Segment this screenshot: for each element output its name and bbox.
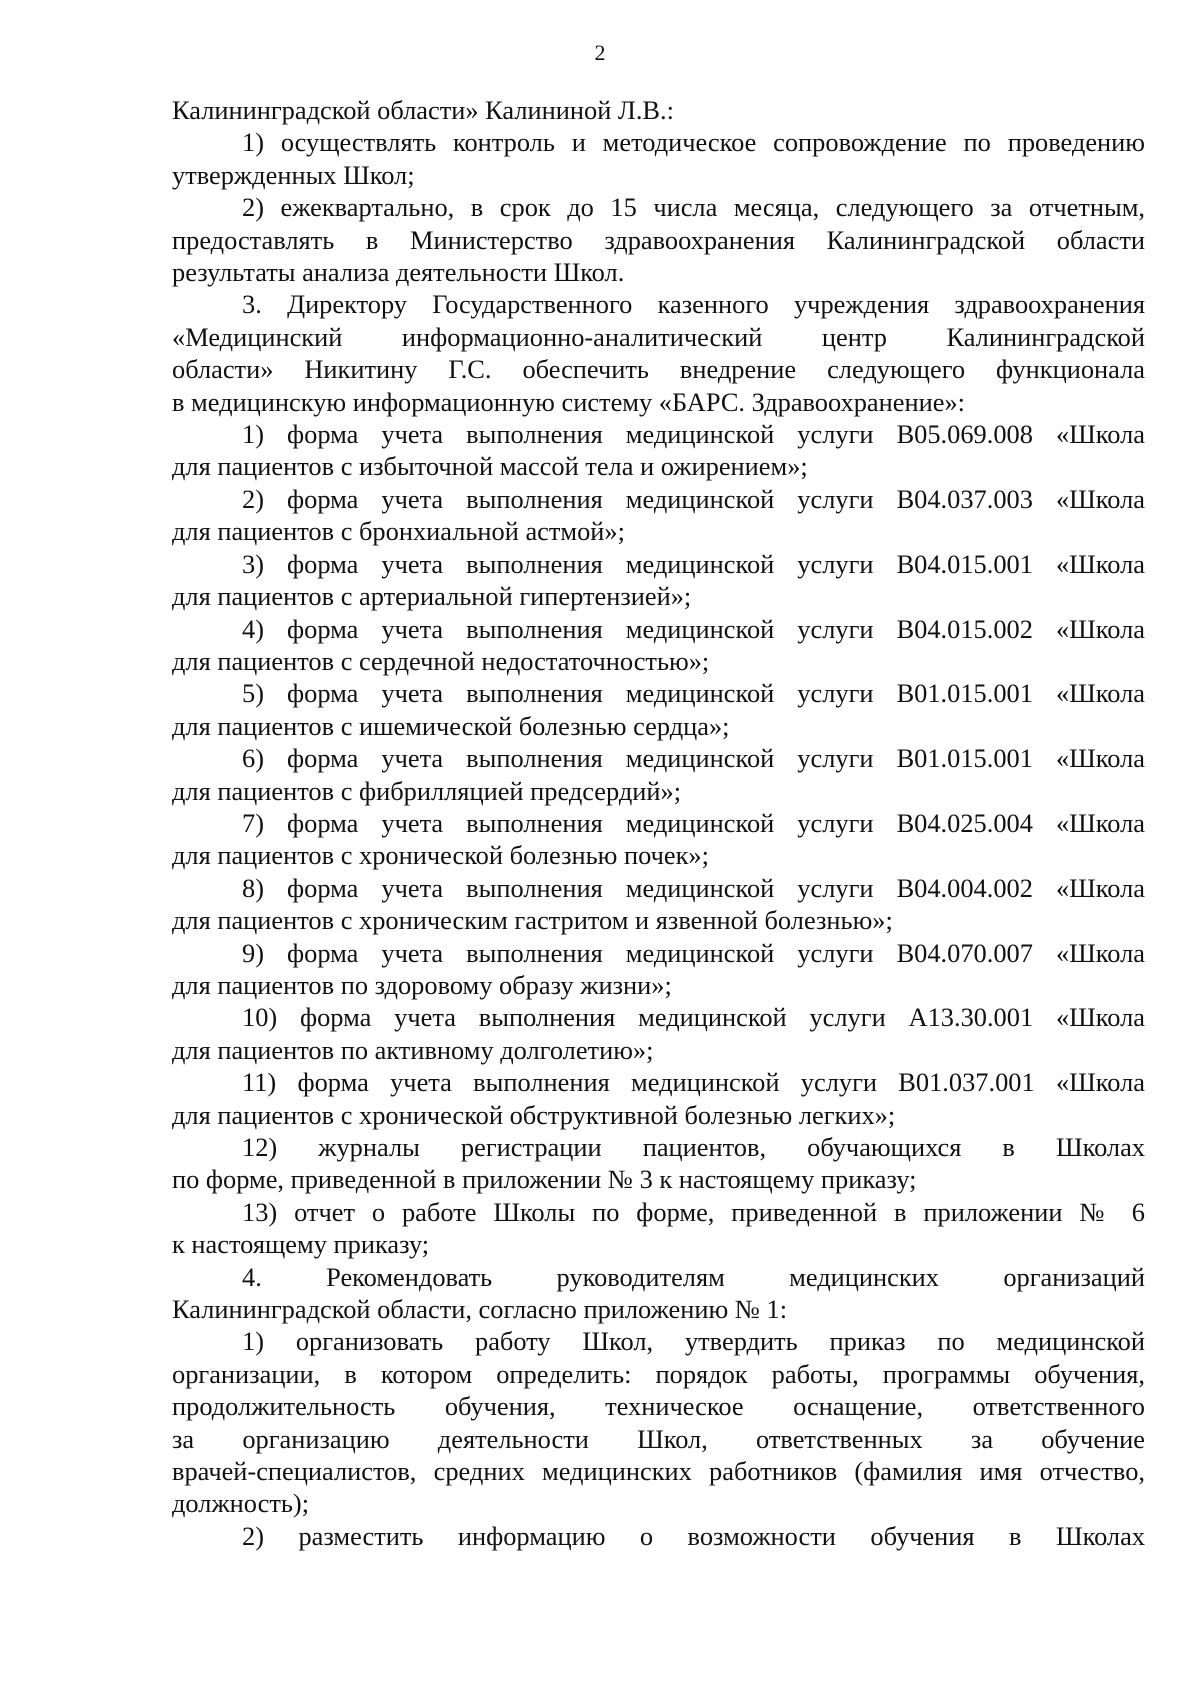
text-line: для пациентов с избыточной массой тела и ожирением»; — [172, 451, 808, 482]
text-line: 1) форма учета выполнения медицинской услуги В05.069.008 «Школа — [242, 419, 1145, 450]
text-line: 1) организовать работу Школ, утвердить приказ по медицинской — [242, 1326, 1145, 1357]
text-line: 8) форма учета выполнения медицинской услуги В04.004.002 «Школа — [242, 872, 1145, 903]
text-line: 9) форма учета выполнения медицинской услуги В04.070.007 «Школа — [242, 937, 1145, 968]
text-line: области» Никитину Г.С. обеспечить внедрение следующего функционала — [172, 354, 1145, 385]
text-line: 2) разместить информацию о возможности обучения в Школах — [242, 1520, 1145, 1551]
text-line: 2) ежеквартально, в срок до 15 числа месяца, следующего за отчетным, — [242, 192, 1145, 223]
document-body — [172, 94, 1145, 1552]
text-line: врачей-специалистов, средних медицинских работников (фамилия имя отчество, — [172, 1456, 1145, 1487]
text-line: 12) журналы регистрации пациентов, обучающихся в Школах — [242, 1132, 1145, 1162]
text-line: по форме, приведенной в приложении № 3 к настоящему приказу; — [172, 1164, 917, 1195]
text-line: «Медицинский информационно-аналитический центр Калининградской — [172, 321, 1145, 352]
text-line: должность); — [172, 1488, 310, 1519]
text-line: 11) форма учета выполнения медицинской услуги В01.037.001 «Школа — [242, 1067, 1145, 1098]
text-line: Калининградской области» Калининой Л.В.: — [172, 95, 674, 125]
text-line: 2) форма учета выполнения медицинской услуги В04.037.003 «Школа — [242, 483, 1145, 514]
text-line: организации, в котором определить: порядок работы, программы обучения, — [172, 1358, 1145, 1389]
text-line: 7) форма учета выполнения медицинской услуги В04.025.004 «Школа — [242, 807, 1145, 838]
text-line: Калининградской области, согласно приложению № 1: — [172, 1294, 788, 1325]
text-line: для пациентов с ишемической болезнью сердца»; — [172, 710, 730, 741]
text-line: 4) форма учета выполнения медицинской услуги В04.015.002 «Школа — [242, 613, 1145, 644]
text-line: для пациентов с сердечной недостаточностью»; — [172, 645, 710, 676]
text-line: 10) форма учета выполнения медицинской услуги А13.30.001 «Школа — [242, 1002, 1145, 1033]
text-line: 5) форма учета выполнения медицинской услуги В01.015.001 «Школа — [242, 678, 1145, 709]
text-line: в медицинскую информационную систему «БАРС. Здравоохранение»: — [172, 386, 965, 417]
text-line: 4. Рекомендовать руководителям медицинских организаций — [242, 1261, 1145, 1292]
text-line: 3) форма учета выполнения медицинской услуги В04.015.001 «Школа — [242, 548, 1145, 579]
text-line: 3. Директору Государственного казенного учреждения здравоохранения — [242, 289, 1145, 320]
text-line: результаты анализа деятельности Школ. — [172, 257, 625, 288]
text-line: для пациентов с артериальной гипертензией»; — [172, 581, 692, 612]
text-line: для пациентов с хроническим гастритом и язвенной болезнью»; — [172, 905, 893, 936]
text-line: 1) осуществлять контроль и методическое сопровождение по проведению — [242, 127, 1145, 158]
text-line: предоставлять в Министерство здравоохранения Калининградской области — [172, 224, 1145, 255]
text-line: для пациентов по активному долголетию»; — [172, 1034, 654, 1065]
text-line: для пациентов с бронхиальной астмой»; — [172, 516, 625, 547]
text-line: утвержденных Школ; — [172, 159, 415, 190]
page-number: 2 — [594, 40, 606, 65]
text-line: для пациентов по здоровому образу жизни»; — [172, 969, 672, 1000]
text-line: 13) отчет о работе Школы по форме, приведенной в приложении № 6 — [242, 1196, 1145, 1227]
text-line: 6) форма учета выполнения медицинской услуги В01.015.001 «Школа — [242, 743, 1145, 774]
text-line: для пациентов с фибрилляцией предсердий»; — [172, 775, 682, 806]
text-line: за организацию деятельности Школ, ответственных за обучение — [172, 1423, 1145, 1454]
text-line: к настоящему приказу; — [172, 1229, 430, 1260]
text-line: продолжительность обучения, техническое оснащение, ответственного — [172, 1391, 1145, 1422]
text-line: для пациентов с хронической обструктивной болезнью легких»; — [172, 1099, 896, 1130]
text-line: для пациентов с хронической болезнью почек»; — [172, 840, 709, 871]
